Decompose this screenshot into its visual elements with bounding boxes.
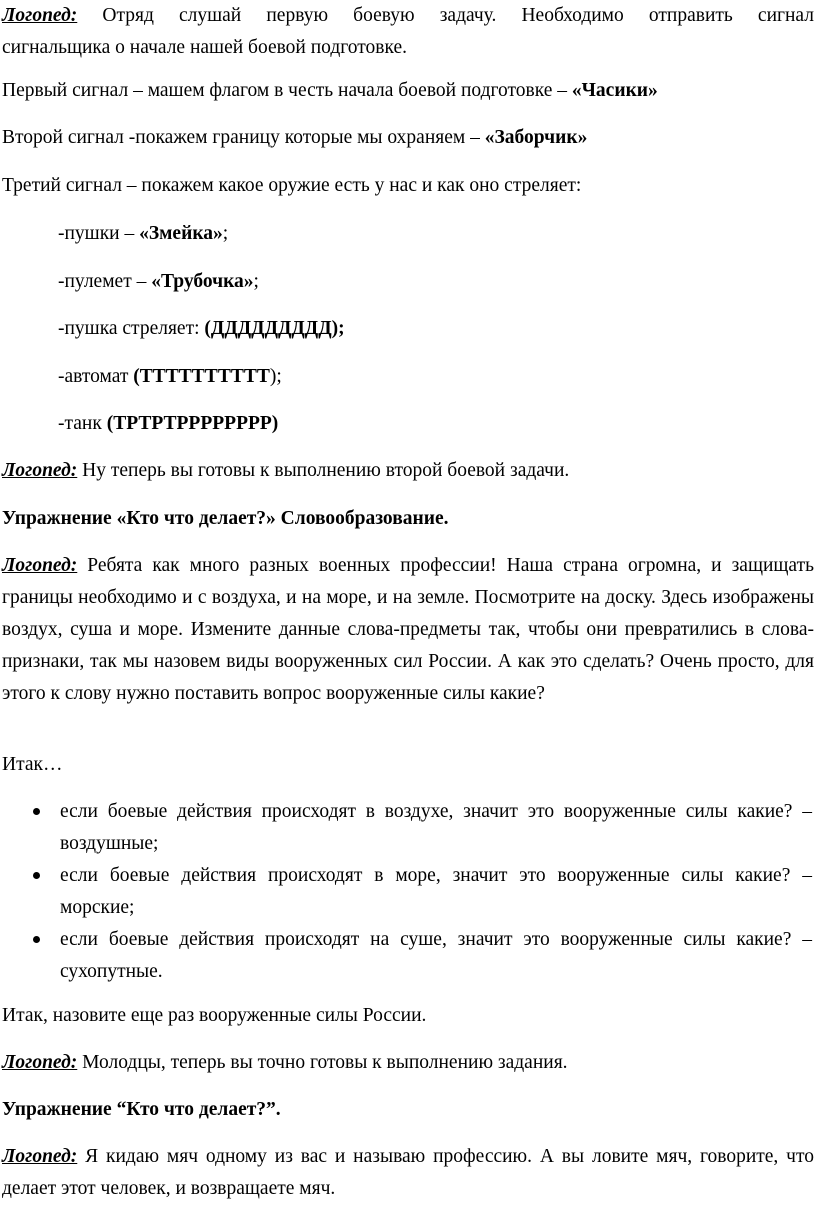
bullet-text: если боевые действия происходят в воздухе, значит это вооруженные силы какие? – воздушные;: [60, 801, 812, 854]
signal-1-text: Первый сигнал – машем флагом в честь начала боевой подготовке –: [2, 80, 572, 101]
list-item: [2, 924, 814, 988]
well-done-text: Молодцы, теперь вы точно готовы к выполнению задания.: [77, 1052, 568, 1073]
name-forces-text: Итак, назовите еще раз вооруженные силы России.: [2, 1005, 427, 1026]
paragraph-well-done: [2, 1047, 814, 1079]
weapon-machinegun: [2, 266, 816, 298]
ready-text: Ну теперь вы готовы к выполнению второй боевой задачи.: [77, 460, 570, 481]
paragraph-ball-game: [2, 1141, 814, 1205]
weapon-tank-prefix: -танк: [58, 413, 107, 434]
weapon-gunfire-sound: (ДДДДДДДДД);: [204, 318, 345, 339]
intro-line-2: сигнальщика о начале нашей боевой подготовке.: [2, 37, 408, 58]
intro-text-1: Отряд слушай первую боевую задачу. Необходимо отправить сигнал: [102, 5, 814, 26]
signal-2-text: Второй сигнал -покажем границу которые мы охраняем –: [2, 127, 485, 148]
speaker-label: Логопед:: [2, 555, 78, 576]
paragraph-signal-1: [2, 75, 814, 107]
paragraph-signal-2: [2, 122, 814, 154]
professions-text: Ребята как много разных военных профессии! Наша страна огромна, и защищать границы необходимо и с воздуха, и на море, и на земле. Посмотрите на доску. Здесь изображены воздух, суша и море. Измените данные слова-предметы так, чтобы они превратились в слова-признаки, так мы назовем виды вооруженных сил России. А как это сделать? Очень просто, для этого к слову нужно поставить вопрос вооруженные силы какие?: [2, 555, 814, 704]
bullet-icon: [29, 924, 43, 956]
itak-text: Итак…: [2, 754, 63, 775]
weapon-guns-name: «Змейка»: [139, 223, 223, 244]
paragraph-signal-3: [2, 170, 814, 202]
exercise-1-title: Упражнение «Кто что делает?» Словообразование.: [2, 508, 449, 529]
speaker-label: Логопед:: [2, 1052, 78, 1073]
paragraph-name-forces: [2, 1000, 814, 1032]
weapon-machinegun-prefix: -пулемет –: [58, 271, 152, 292]
ball-game-text: Я кидаю мяч одному из вас и называю профессию. А вы ловите мяч, говорите, что делает этот человек, и возвращаете мяч.: [2, 1146, 814, 1199]
signal-2-name: «Заборчик»: [484, 127, 588, 148]
bullet-list: [2, 796, 814, 988]
weapon-guns-suffix: ;: [222, 223, 229, 244]
speaker-label: Логопед:: [2, 460, 78, 481]
paragraph-professions: [2, 550, 814, 710]
weapon-machinegun-name: «Трубочка»: [151, 271, 254, 292]
weapon-rifle-sound: (ТТТТТТТТТТ: [133, 366, 270, 387]
signal-1-name: «Часики»: [571, 80, 658, 101]
paragraph-itak: [2, 749, 814, 781]
weapon-gunfire-prefix: -пушка стреляет:: [58, 318, 205, 339]
speaker-label: Логопед:: [2, 5, 78, 26]
exercise-2-heading: [2, 1094, 814, 1126]
paragraph-intro: [2, 0, 814, 64]
weapon-rifle-suffix: );: [269, 366, 282, 387]
weapon-gunfire: [2, 313, 816, 345]
speaker-label: Логопед:: [2, 1146, 78, 1167]
intro-line-1: [2, 0, 814, 32]
weapon-tank-sound: (ТРТРТРРРРРРРР): [106, 413, 279, 434]
signal-3-text: Третий сигнал – покажем какое оружие есть у нас и как оно стреляет:: [2, 175, 582, 196]
bullet-text: если боевые действия происходят в море, значит это вооруженные силы какие? – морские;: [60, 865, 812, 918]
weapon-guns: [2, 218, 816, 250]
bullet-text: если боевые действия происходят на суше, значит это вооруженные силы какие? – сухопутные.: [60, 929, 812, 982]
weapon-rifle-prefix: -автомат: [58, 366, 134, 387]
exercise-2-title: Упражнение “Кто что делает?”.: [2, 1099, 281, 1120]
weapon-rifle: [2, 361, 816, 393]
bullet-icon: [29, 860, 43, 892]
weapon-machinegun-suffix: ;: [253, 271, 259, 292]
list-item: [2, 860, 814, 924]
exercise-1-heading: [2, 503, 814, 535]
paragraph-ready: [2, 455, 814, 487]
weapon-tank: [2, 408, 816, 440]
list-item: [2, 796, 814, 860]
bullet-icon: [29, 796, 43, 828]
weapon-guns-prefix: -пушки –: [58, 223, 140, 244]
